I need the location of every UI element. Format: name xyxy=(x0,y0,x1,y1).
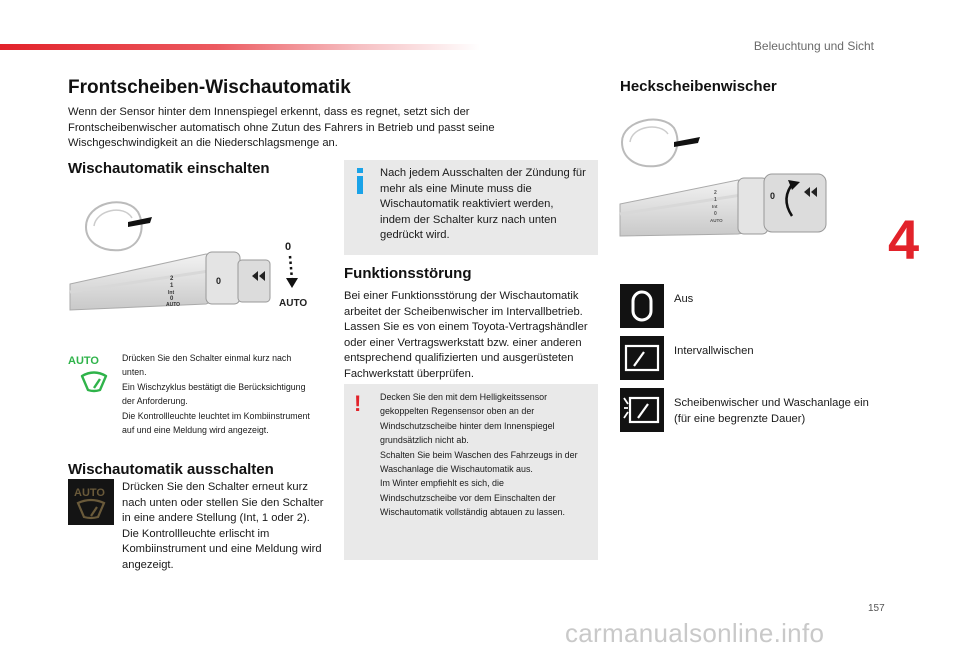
stalk-label-2: 2 xyxy=(170,276,174,282)
stalk-label-int: Int xyxy=(168,290,175,296)
rear-stalk-label-2: 2 xyxy=(714,190,717,196)
svg-text:0: 0 xyxy=(216,276,222,286)
section-title: Frontscheiben-Wischautomatik xyxy=(68,77,351,98)
intermittent-wiper-icon xyxy=(620,336,664,380)
fault-text: Bei einer Funktionsstörung der Wischautomatik arbeitet der Scheibenwischer im Intervallbetrieb. Lassen Sie es von einem Toyota-Vertragshändler oder einer Vertragswerkstatt bzw. einer anderen entsprechend qualifizierten und ausgerüsteten Fachwerkstatt überprüfen. xyxy=(344,290,588,380)
stalk-label-1: 1 xyxy=(170,283,174,289)
arrow-down-icon xyxy=(286,278,298,288)
rear-option-interval-label: Intervallwischen xyxy=(674,345,754,357)
header-accent-bar xyxy=(0,44,480,50)
heading-fault: Funktionsstörung xyxy=(344,265,472,282)
intro-text: Wenn der Sensor hinter dem Innenspiegel erkennt, dass es regnet, setzt sich der Frontscheibenwischer automatisch ohne Zutun des Fahrers in Betrieb und passt seine Wischgeschwindigkeit an die Niederschlagsmenge an. xyxy=(68,106,495,149)
rear-stalk-label-0: 0 xyxy=(714,211,717,217)
chapter-title: Beleuchtung und Sicht xyxy=(753,39,874,53)
activate-instructions: Drücken Sie den Schalter einmal kurz nach unten. Ein Wischzyklus bestätigt die Berücksichtigung der Anforderung. Die Kontrollleuchte leuchtet im Kombiinstrument auf und eine Meldung wird angezeigt. xyxy=(122,353,310,437)
watermark: carmanualsonline.info xyxy=(565,618,825,648)
rear-stalk-label-int: Int xyxy=(712,204,718,209)
heading-activate: Wischautomatik einschalten xyxy=(68,160,270,177)
heading-rear-wiper: Heckscheibenwischer xyxy=(620,78,777,95)
auto-wiper-off-icon xyxy=(68,479,114,525)
wiper-washer-icon xyxy=(620,388,664,432)
steering-wheel-icon xyxy=(86,202,142,250)
auto-icon-label: AUTO xyxy=(68,355,99,367)
heading-deactivate: Wischautomatik ausschalten xyxy=(68,461,274,478)
rear-option-off-label: Aus xyxy=(674,293,694,305)
warning-exclamation-icon: ! xyxy=(354,391,362,416)
stalk-label-0: 0 xyxy=(170,296,174,302)
info-note: Nach jedem Ausschalten der Zündung für mehr als eine Minute muss die Wischautomatik reaktiviert werden, indem der Schalter kurz nach unten gedrückt wird. xyxy=(344,160,598,255)
deactivate-instructions: Drücken Sie den Schalter erneut kurz nach unten oder stellen Sie den Schalter in eine andere Stellung (Int, 1 oder 2). Die Kontrollleuchte erlischt im Kombiinstrument und eine Meldung wird angezeigt. xyxy=(122,481,324,571)
off-zero-icon xyxy=(620,284,664,328)
rear-stalk-label-auto: AUTO xyxy=(710,218,723,223)
svg-text:AUTO: AUTO xyxy=(74,487,105,499)
rear-stalk-label-1: 1 xyxy=(714,197,717,203)
info-icon xyxy=(353,168,367,194)
front-wiper-stalk-illustration xyxy=(66,192,316,328)
green-wiper-icon xyxy=(80,370,108,394)
steering-wheel-icon xyxy=(622,120,677,167)
rear-position-0-label: 0 xyxy=(770,191,776,201)
rear-option-wash-label: Scheibenwischer und Waschanlage ein (für eine begrenzte Dauer) xyxy=(674,397,869,425)
rear-wiper-stalk-illustration xyxy=(618,112,830,247)
warning-note: ! Decken Sie den mit dem Helligkeitssensor gekoppelten Regensensor oben an der Windschutzscheibe hinter dem Innenspiegel grundsätzlich nicht ab. Schalten Sie beim Waschen des Fahrzeugs in der Waschanlage die Wischautomatik aus. Im Winter empfiehlt es sich, die Windschutzscheibe vor dem Einschalten der Wischautomatik vollständig abtauen zu lassen. xyxy=(344,384,598,560)
position-auto-label: AUTO xyxy=(279,298,308,309)
position-0-label: 0 xyxy=(285,241,292,253)
stalk-label-auto: AUTO xyxy=(166,302,181,308)
page-number: 157 xyxy=(868,603,885,614)
chapter-number: 4 xyxy=(888,208,920,271)
